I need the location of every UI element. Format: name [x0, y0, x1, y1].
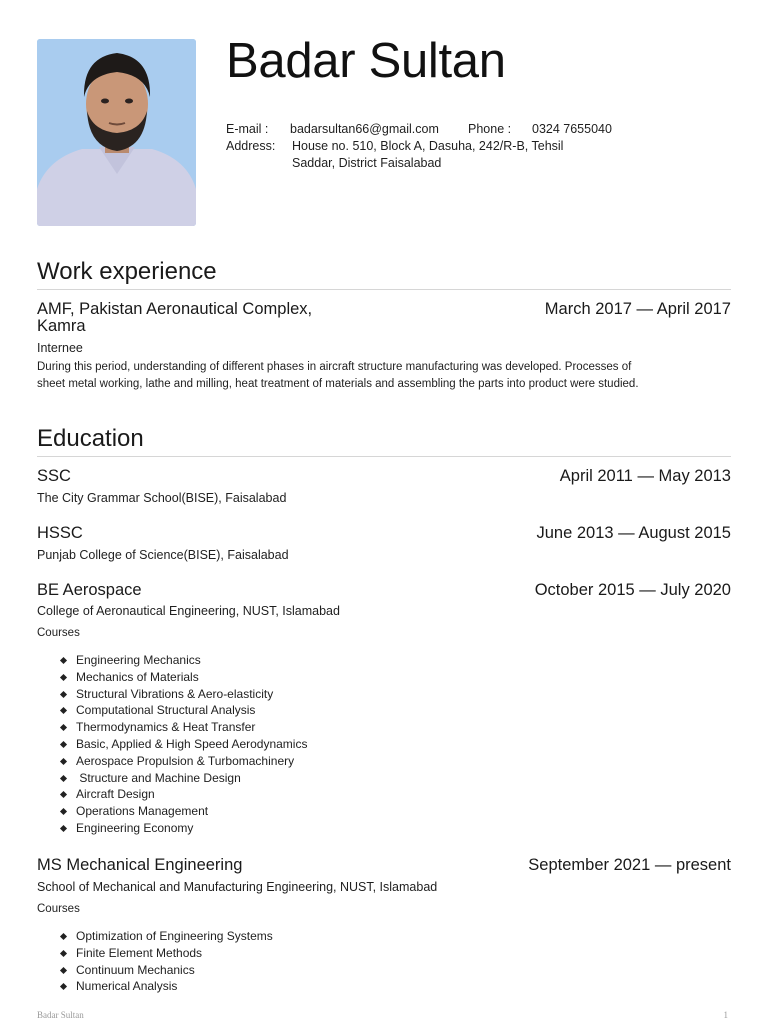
edu-ssc-dates: April 2011 — May 2013 [559, 467, 731, 485]
edu-be-school: College of Aeronautical Engineering, NUST, Islamabad [37, 604, 340, 618]
phone-value: 0324 7655040 [532, 122, 612, 136]
profile-photo [37, 39, 196, 226]
edu-ssc-school: The City Grammar School(BISE), Faisalabad [37, 491, 287, 505]
edu-ms-school: School of Mechanical and Manufacturing Engineering, NUST, Islamabad [37, 880, 438, 894]
section-title-education: Education [37, 424, 731, 457]
work-description-line-1: During this period, understanding of different phases in aircraft structure manufacturing was developed. Processes of [37, 361, 632, 373]
person-portrait-icon [37, 39, 196, 226]
list-item: Numerical Analysis [60, 978, 273, 995]
email-label: E-mail : [226, 122, 269, 136]
list-item: Basic, Applied & High Speed Aerodynamics [60, 736, 307, 753]
work-entry-dates: March 2017 — April 2017 [544, 300, 731, 318]
list-item: Structural Vibrations & Aero-elasticity [60, 686, 307, 703]
edu-ms-title: MS Mechanical Engineering [37, 856, 243, 874]
work-entry-role: Internee [37, 341, 83, 355]
list-item: Engineering Economy [60, 820, 307, 837]
list-item: Structure and Machine Design [60, 770, 307, 787]
work-entry-description [37, 359, 731, 393]
list-item: Aircraft Design [60, 786, 307, 803]
edu-hssc-dates: June 2013 — August 2015 [536, 524, 731, 542]
work-entry-title-line-1: AMF, Pakistan Aeronautical Complex, [37, 300, 313, 318]
list-item: Optimization of Engineering Systems [60, 928, 273, 945]
edu-hssc-title: HSSC [37, 524, 83, 542]
list-item: Mechanics of Materials [60, 669, 307, 686]
edu-hssc-school: Punjab College of Science(BISE), Faisalabad [37, 548, 289, 562]
address-line-1: House no. 510, Block A, Dasuha, 242/R-B, Tehsil [292, 139, 564, 153]
address-label: Address: [226, 139, 276, 153]
edu-be-course-list [60, 652, 307, 837]
edu-be-dates: October 2015 — July 2020 [534, 581, 731, 599]
address-line-2: Saddar, District Faisalabad [292, 156, 442, 170]
list-item: Engineering Mechanics [60, 652, 307, 669]
edu-be-courses-label: Courses [37, 627, 80, 639]
list-item: Computational Structural Analysis [60, 702, 307, 719]
phone-label: Phone : [468, 122, 512, 136]
footer-page-number: 1 [723, 1010, 728, 1020]
edu-be-title: BE Aerospace [37, 581, 142, 599]
work-entry-title-line-2: Kamra [37, 317, 86, 335]
email-link[interactable]: badarsultan66@gmail.com [290, 122, 439, 136]
edu-ms-courses-label: Courses [37, 903, 80, 915]
section-title-work: Work experience [37, 257, 731, 290]
list-item: Aerospace Propulsion & Turbomachinery [60, 753, 307, 770]
list-item: Operations Management [60, 803, 307, 820]
edu-ms-dates: September 2021 — present [528, 856, 731, 874]
edu-ms-course-list [60, 928, 273, 995]
candidate-name: Badar Sultan [226, 34, 506, 88]
list-item: Thermodynamics & Heat Transfer [60, 719, 307, 736]
footer-name: Badar Sultan [37, 1010, 84, 1020]
work-entry-title [37, 301, 312, 335]
list-item: Finite Element Methods [60, 945, 273, 962]
work-description-line-2: sheet metal working, lathe and milling, heat treatment of materials and assembling the parts into product were studied. [37, 378, 639, 390]
list-item: Continuum Mechanics [60, 962, 273, 979]
edu-ssc-title: SSC [37, 467, 71, 485]
